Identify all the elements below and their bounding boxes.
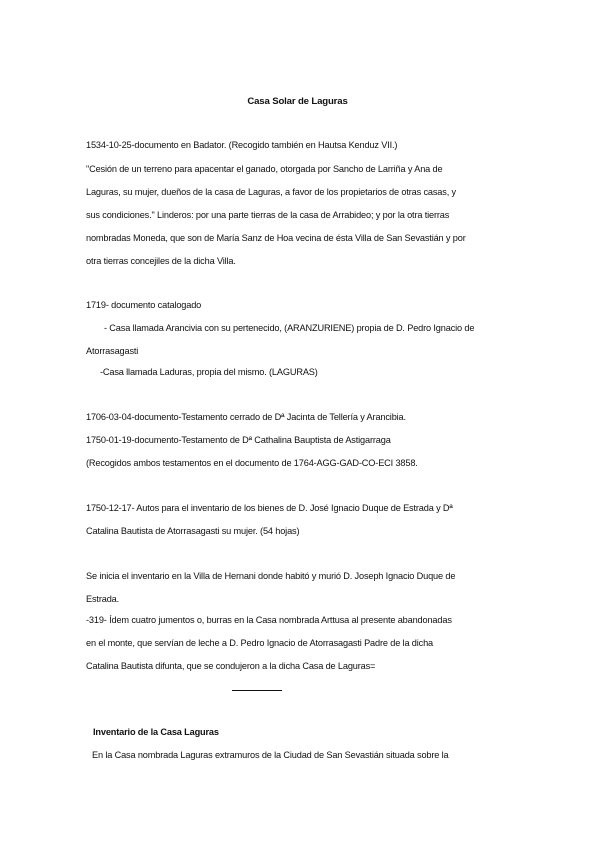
text-line: Estrada. bbox=[86, 594, 120, 604]
document-title: Casa Solar de Laguras bbox=[247, 96, 348, 107]
text-line: (Recogidos ambos testamentos en el documento de 1764-AGG-GAD-CO-ECI 3858. bbox=[86, 458, 418, 468]
text-line: sus condiciones." Linderos: por una parte tierras de la casa de Arrabideo; y por la otra tierras bbox=[86, 210, 450, 220]
text-line: 1719- documento catalogado bbox=[86, 300, 202, 310]
text-line: 1706-03-04-documento-Testamento cerrado de Dª Jacinta de Tellería y Arancibia. bbox=[86, 412, 406, 422]
text-line: - Casa llamada Arancivia con su pertenecido, (ARANZURIENE) propia de D. Pedro Ignacio de bbox=[104, 323, 475, 333]
text-line: en el monte, que servían de leche a D. Pedro Ignacio de Atorrasagasti Padre de la dicha bbox=[86, 638, 434, 648]
text-line: Se inicia el inventario en la Villa de Hernani donde habitó y murió D. Joseph Ignacio Duque de bbox=[86, 571, 456, 581]
section-divider bbox=[232, 690, 282, 691]
text-line: Atorrasagasti bbox=[86, 346, 139, 356]
text-line: 1534-10-25-documento en Badator. (Recogido también en Hautsa Kenduz VII.) bbox=[86, 140, 398, 150]
section-heading: Inventario de la Casa Laguras bbox=[93, 727, 219, 737]
text-line: Catalina Bautista de Atorrasagasti su mujer. (54 hojas) bbox=[86, 526, 300, 536]
text-line: nombradas Moneda, que son de María Sanz de Hoa vecina de ésta Villa de San Sevastián y por bbox=[86, 233, 466, 243]
text-line: "Cesión de un terreno para apacentar el ganado, otorgada por Sancho de Larriña y Ana de bbox=[86, 164, 443, 174]
text-line: 1750-01-19-documento-Testamento de Dª Cathalina Bauptista de Astigarraga bbox=[86, 435, 391, 445]
text-line: otra tierras concejiles de la dicha Villa. bbox=[86, 256, 236, 266]
text-line: En la Casa nombrada Laguras extramuros de la Ciudad de San Sevastián situada sobre la bbox=[92, 750, 449, 760]
text-line: Catalina Bautista difunta, que se condujeron a la dicha Casa de Laguras= bbox=[86, 661, 376, 671]
text-line: 1750-12-17- Autos para el inventario de los bienes de D. José Ignacio Duque de Estrada y Dª bbox=[86, 503, 453, 513]
text-line: -319- Ídem cuatro jumentos o, burras en la Casa nombrada Arttusa al presente abandonadas bbox=[86, 615, 452, 625]
text-line: -Casa llamada Laduras, propia del mismo. (LAGURAS) bbox=[100, 367, 318, 377]
text-line: Laguras, su mujer, dueños de la casa de Laguras, a favor de los propietarios de otras casas, y bbox=[86, 187, 456, 197]
